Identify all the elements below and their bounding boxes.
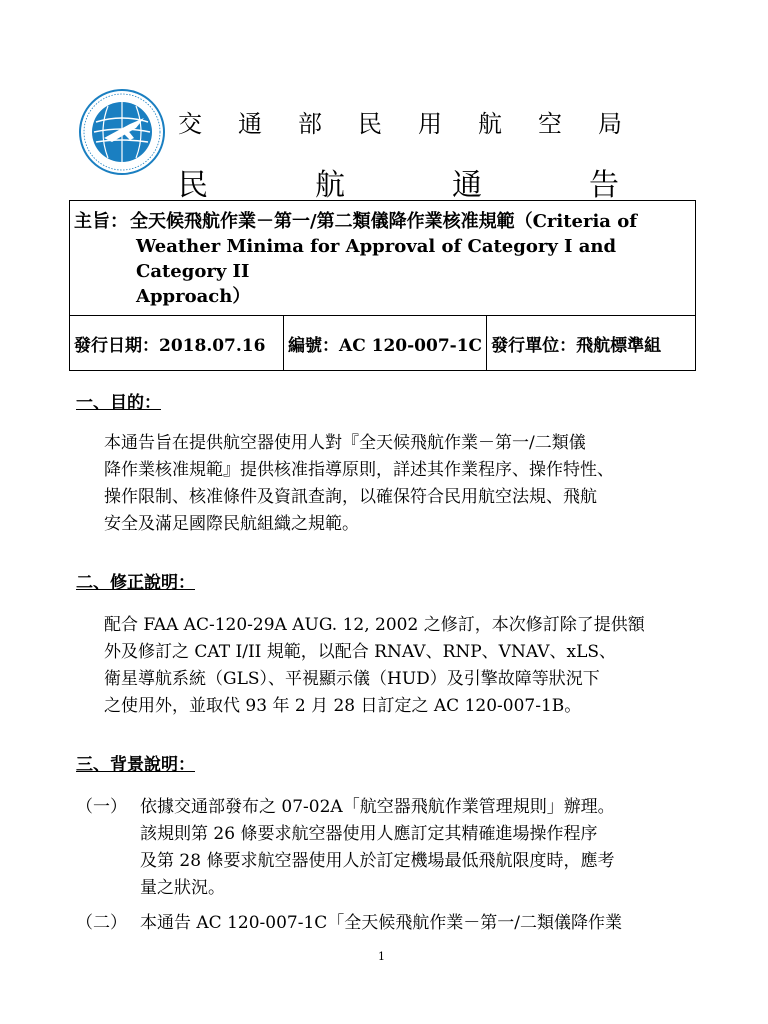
subject-line: Weather Minima for Approval of Category I and Category II (136, 236, 617, 282)
section-heading-revision: 二、修正說明： (76, 573, 195, 593)
subject-label: 主旨： (74, 211, 128, 232)
doctype-char: 航 (315, 168, 345, 203)
paragraph-line: 該規則第 26 條要求航空器使用人應訂定其精確進場操作程序 (140, 824, 598, 844)
paragraph-line: 及第 28 條要求航空器使用人於訂定機場最低飛航限度時，應考 (140, 851, 615, 871)
paragraph-line: 安全及滿足國際民航組織之規範。 (104, 514, 359, 534)
org-char: 交 (178, 110, 202, 138)
purpose-paragraph (104, 430, 696, 538)
subject-cell (70, 201, 696, 316)
organization-name (178, 104, 658, 139)
paragraph-line: 本通告旨在提供航空器使用人對『全天候飛航作業－第一/二類儀 (104, 433, 586, 453)
paragraph-line: 衛星導航系統（GLS）、平視顯示儀（HUD）及引擎故障等狀況下 (104, 669, 600, 689)
section-heading-purpose: 一、目的： (76, 393, 161, 413)
document-number: 編號：AC 120-007-1C (284, 316, 487, 371)
subject-line: 全天候飛航作業－第一/第二類儀降作業核准規範（Criteria of (130, 211, 637, 232)
subject-line: Approach） (136, 286, 251, 307)
paragraph-line: 降作業核准規範』提供核准指導原則，詳述其作業程序、操作特性、 (104, 460, 614, 480)
org-char: 通 (238, 110, 262, 138)
paragraph-line: 量之狀況。 (140, 878, 225, 898)
document-type-title (178, 160, 726, 204)
list-item (76, 910, 696, 937)
org-char: 局 (598, 110, 622, 138)
revision-paragraph (104, 612, 696, 720)
doctype-char: 告 (589, 168, 619, 203)
issuing-unit: 發行單位：飛航標準組 (487, 316, 696, 371)
org-char: 空 (538, 110, 562, 138)
org-char: 用 (418, 110, 442, 138)
list-item-number: （二） (76, 913, 127, 933)
paragraph-line: 之使用外，並取代 93 年 2 月 28 日訂定之 AC 120-007-1B。 (104, 696, 582, 716)
paragraph-line: 配合 FAA AC-120-29A AUG. 12, 2002 之修訂，本次修訂除了提供額 (104, 615, 645, 635)
org-char: 民 (358, 110, 382, 138)
paragraph-line: 操作限制、核准條件及資訊查詢，以確保符合民用航空法規、飛航 (104, 487, 597, 507)
caa-seal-icon (78, 88, 166, 176)
paragraph-line: 本通告 AC 120-007-1C「全天候飛航作業－第一/二類儀降作業 (140, 913, 623, 933)
page-number: 1 (378, 950, 385, 963)
circular-info-table (69, 200, 696, 371)
paragraph-line: 外及修訂之 CAT I/II 規範，以配合 RNAV、RNP、VNAV、xLS、 (104, 642, 617, 662)
doctype-char: 民 (178, 168, 208, 203)
list-item-number: （一） (76, 797, 127, 817)
list-item (76, 794, 696, 902)
paragraph-line: 依據交通部發布之 07-02A「航空器飛航作業管理規則」辦理。 (140, 797, 615, 817)
doctype-char: 通 (452, 168, 482, 203)
org-char: 部 (298, 110, 322, 138)
issue-date: 發行日期：2018.07.16 (70, 316, 284, 371)
section-heading-background: 三、背景說明： (76, 755, 195, 775)
org-char: 航 (478, 110, 502, 138)
